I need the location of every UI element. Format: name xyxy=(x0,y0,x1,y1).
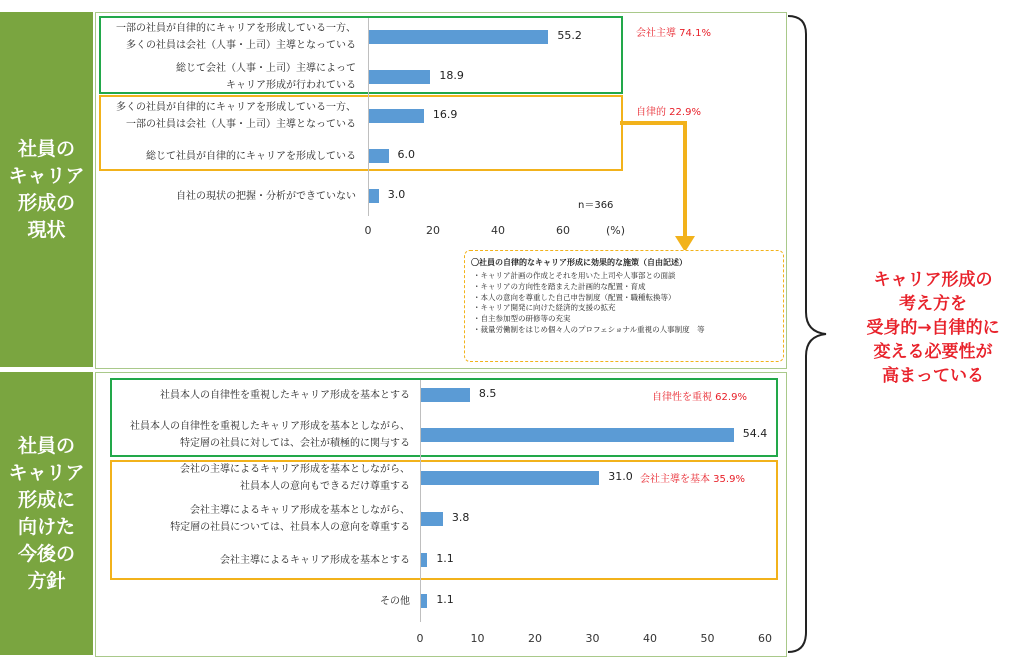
conclusion-line: キャリア形成の xyxy=(873,270,993,290)
category-label xyxy=(176,60,356,94)
side-label-line: キャリア xyxy=(8,164,85,187)
category-label xyxy=(180,461,410,495)
category-label-line: 自社の現状の把握・分析ができていない xyxy=(176,190,356,202)
category-label-line: 特定層の社員に対しては、会社が積極的に関与する xyxy=(180,438,410,449)
data-label: 54.4 xyxy=(742,427,768,440)
tick-label: 50 xyxy=(700,632,715,645)
category-label-line: 総じて会社（人事・上司）主導によって xyxy=(176,63,356,74)
data-label: 1.1 xyxy=(436,552,454,565)
bar xyxy=(421,594,427,608)
callout-item: ・ キャリアの方向性を踏まえた計画的な配置・育成 xyxy=(473,282,705,293)
bar xyxy=(421,553,427,567)
data-label: 1.1 xyxy=(436,593,454,606)
category-label xyxy=(116,99,356,133)
bar xyxy=(369,70,430,84)
callout-item: ・ 裁量労働制をはじめ個々人のプロフェショナル重視の人事制度 等 xyxy=(473,325,705,336)
side-label-line: 今後の xyxy=(17,542,75,565)
category-label-line: キャリア形成が行われている xyxy=(226,80,356,91)
data-label: 8.5 xyxy=(478,387,497,400)
data-label: 31.0 xyxy=(608,470,633,483)
side-label-current xyxy=(0,12,93,367)
callout-item: ・ 自主参加型の研修等の充実 xyxy=(473,314,705,325)
category-label-line: 会社主導によるキャリア形成を基本としながら、 xyxy=(190,505,410,516)
category-label xyxy=(380,593,410,610)
bar xyxy=(421,428,734,442)
data-label: 3.0 xyxy=(387,188,406,201)
category-label-line: 総じて社員が自律的にキャリアを形成している xyxy=(146,150,356,162)
category-label-line: 会社主導によるキャリア形成を基本とする xyxy=(220,554,410,566)
bar xyxy=(369,189,379,203)
bar xyxy=(369,109,424,123)
category-label-line: 会社の主導によるキャリア形成を基本としながら、 xyxy=(180,464,410,475)
side-label-future xyxy=(0,372,93,655)
category-label-line: 多くの社員は会社（人事・上司）主導となっている xyxy=(126,40,356,51)
category-label xyxy=(130,418,410,452)
tick-label: 0 xyxy=(416,632,424,645)
side-label-line: 形成の xyxy=(17,191,75,214)
data-label: 6.0 xyxy=(397,148,415,161)
tick-label: 20 xyxy=(528,632,542,645)
callout-item: ・ キャリア開発に向けた経済的支援の拡充 xyxy=(473,303,705,314)
callout-item: ・ キャリア計画の作成とそれを用いた上司や人事部との面談 xyxy=(473,271,705,282)
category-label-line: 一部の社員は会社（人事・上司）主導となっている xyxy=(126,119,356,130)
side-label-line: キャリア xyxy=(8,461,85,484)
conclusion-line: 変える必要性が xyxy=(873,342,993,362)
bar xyxy=(421,512,443,526)
category-label-line: 社員本人の自律性を重視したキャリア形成を基本としながら、 xyxy=(130,421,410,432)
category-label xyxy=(176,188,356,205)
conclusion-line: 受身的→自律的に xyxy=(866,318,1000,338)
group-label-autonomous: 自律的 22.9% xyxy=(636,107,701,118)
axis-line xyxy=(420,380,421,622)
data-label: 16.9 xyxy=(432,108,458,121)
brace-icon xyxy=(786,12,836,657)
tick-label: 0 xyxy=(364,224,372,237)
group-label-company-led: 会社主導 74.1% xyxy=(636,28,711,39)
group-label-autonomy-focus: 自律性を重視 62.9% xyxy=(652,392,747,403)
tick-label: 40 xyxy=(491,224,505,237)
category-label-line: 一部の社員が自律的にキャリアを形成している一方、 xyxy=(116,23,356,34)
category-label xyxy=(170,502,410,536)
category-label-line: 多くの社員が自律的にキャリアを形成している一方、 xyxy=(116,102,356,113)
side-label-line: 形成に xyxy=(17,488,75,511)
tick-label: 40 xyxy=(643,632,657,645)
category-label xyxy=(146,148,356,165)
arrow-connector xyxy=(600,118,720,258)
callout-list xyxy=(473,271,705,336)
category-label xyxy=(116,20,356,54)
side-label-line: 社員の xyxy=(17,137,75,160)
tick-label: 10 xyxy=(470,632,485,645)
data-label: 3.8 xyxy=(451,511,470,524)
bar xyxy=(421,388,470,402)
conclusion-line: 考え方を xyxy=(899,294,967,314)
conclusion-line: 高まっている xyxy=(882,366,984,386)
callout-title: 〇社員の自律的なキャリア形成に効果的な施策（自由記述） xyxy=(471,258,687,267)
bar xyxy=(369,149,389,163)
data-label: 18.9 xyxy=(439,69,464,82)
category-label xyxy=(160,387,410,404)
tick-label: 20 xyxy=(426,224,440,237)
bar xyxy=(421,471,599,485)
side-label-line: 向けた xyxy=(17,515,75,538)
side-label-line: 方針 xyxy=(27,569,66,592)
conclusion-text xyxy=(838,268,1023,388)
side-label-line: 社員の xyxy=(17,434,75,457)
data-label: 55.2 xyxy=(557,29,582,42)
bar xyxy=(369,30,548,44)
unit-label: (%) xyxy=(606,224,626,237)
category-label xyxy=(220,552,410,569)
tick-label: 60 xyxy=(758,632,772,645)
group-label-company-based: 会社主導を基本 35.9% xyxy=(640,474,745,485)
side-label-line: 現状 xyxy=(27,218,66,241)
category-label-line: 社員本人の自律性を重視したキャリア形成を基本とする xyxy=(160,389,410,401)
sample-size-note: n＝366 xyxy=(578,200,614,211)
tick-label: 60 xyxy=(556,224,570,237)
tick-label: 30 xyxy=(585,632,600,645)
callout-effective-measures xyxy=(464,250,784,362)
category-label-line: その他 xyxy=(380,595,410,607)
category-label-line: 特定層の社員については、社員本人の意向を尊重する xyxy=(170,522,410,533)
callout-item: ・ 本人の意向を尊重した自己申告制度（配置・職種転換等） xyxy=(473,293,705,304)
category-label-line: 社員本人の意向もできるだけ尊重する xyxy=(240,481,410,492)
